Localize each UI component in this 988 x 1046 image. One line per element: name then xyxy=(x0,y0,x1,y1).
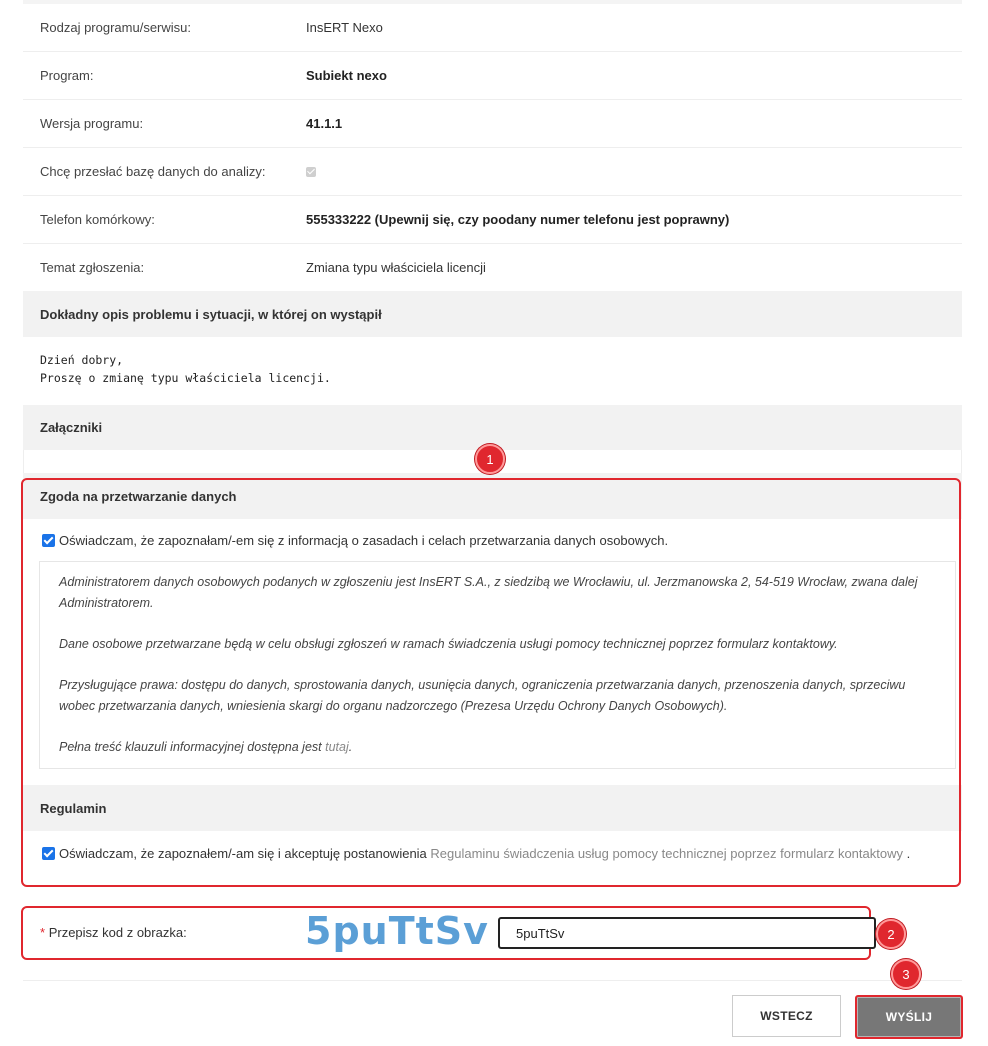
row-value: InsERT Nexo xyxy=(306,20,383,35)
summary-table xyxy=(23,4,962,477)
send-button[interactable]: WYŚLIJ xyxy=(855,995,963,1039)
consent-checkbox-label: Oświadczam, że zapoznałam/-em się z informacją o zasadach i celach przetwarzania danych osobowych. xyxy=(59,532,669,548)
captcha-label-text: Przepisz kod z obrazka: xyxy=(48,924,187,940)
attachments-heading: Załączniki xyxy=(23,405,962,450)
divider xyxy=(23,980,962,981)
summary-row-program xyxy=(23,52,962,100)
captcha-row xyxy=(23,907,960,957)
row-value: Subiekt nexo xyxy=(306,68,387,83)
row-value: 555333222 (Upewnij się, czy poodany numer telefonu jest poprawny) xyxy=(306,212,730,227)
step-badge-2: 2 xyxy=(876,919,906,949)
terms-suffix: . xyxy=(902,846,911,861)
summary-row-phone xyxy=(23,196,962,244)
row-label: Temat zgłoszenia: xyxy=(40,260,145,275)
step-badge-3: 3 xyxy=(891,959,921,989)
consent-heading: Zgoda na przetwarzanie danych xyxy=(23,473,962,519)
privacy-link[interactable]: tutaj xyxy=(325,740,349,754)
summary-row-version xyxy=(23,100,962,148)
privacy-paragraph: Przysługujące prawa: dostępu do danych, sprostowania danych, usunięcia danych, ograniczenia przetwarzania danych, przenoszenia danych, sprzeciwu wobec przetwarzania danych, wniesienia skargi do organu nadzorczego (Prezesa Urzędu Ochrony Danych Osobowych). xyxy=(59,678,906,713)
full-text-prefix: Pełna treść klauzuli informacyjnej dostępna jest xyxy=(59,740,326,754)
terms-link[interactable]: Regulaminu świadczenia usług pomocy technicznej poprzez formularz kontaktowy xyxy=(430,846,903,861)
required-mark: * xyxy=(40,924,46,940)
row-label: Rodzaj programu/serwisu: xyxy=(40,20,192,35)
highlight-consent xyxy=(21,478,961,887)
send-database-checkbox xyxy=(306,167,316,177)
captcha-label xyxy=(23,925,187,940)
row-label: Chcę przesłać bazę danych do analizy: xyxy=(40,164,266,179)
captcha-input[interactable] xyxy=(498,917,876,949)
row-label: Program: xyxy=(40,68,94,83)
row-label: Wersja programu: xyxy=(40,116,144,131)
step-badge-1: 1 xyxy=(475,444,505,474)
description-text: Dzień dobry, Proszę o zmianę typu właściciela licencji. xyxy=(40,353,331,385)
terms-heading: Regulamin xyxy=(23,785,962,831)
captcha-image: 5puTtSv xyxy=(305,909,489,953)
full-text-suffix: . xyxy=(348,740,353,754)
description-heading: Dokładny opis problemu i sytuacji, w której on wystąpił xyxy=(23,291,962,337)
privacy-paragraph: Dane osobowe przetwarzane będą w celu obsługi zgłoszeń w ramach świadczenia usługi pomocy technicznej poprzez formularz kontaktowy. xyxy=(59,637,838,651)
privacy-paragraph: Administratorem danych osobowych podanych w zgłoszeniu jest InsERT S.A., z siedzibą we Wrocławiu, ul. Jerzmanowska 2, 54-519 Wrocław, zwana dalej Administratorem. xyxy=(59,575,918,610)
back-button[interactable]: WSTECZ xyxy=(732,995,841,1037)
summary-row-send-database xyxy=(23,148,962,196)
terms-checkbox-label: Oświadczam, że zapoznałem/-am się i akceptuję postanowienia xyxy=(59,846,431,861)
row-value: 41.1.1 xyxy=(306,116,343,131)
row-value xyxy=(306,167,316,177)
summary-row-program-type xyxy=(23,4,962,52)
row-value: Zmiana typu właściciela licencji xyxy=(306,260,486,275)
summary-row-subject xyxy=(23,244,962,291)
row-label: Telefon komórkowy: xyxy=(40,212,155,227)
